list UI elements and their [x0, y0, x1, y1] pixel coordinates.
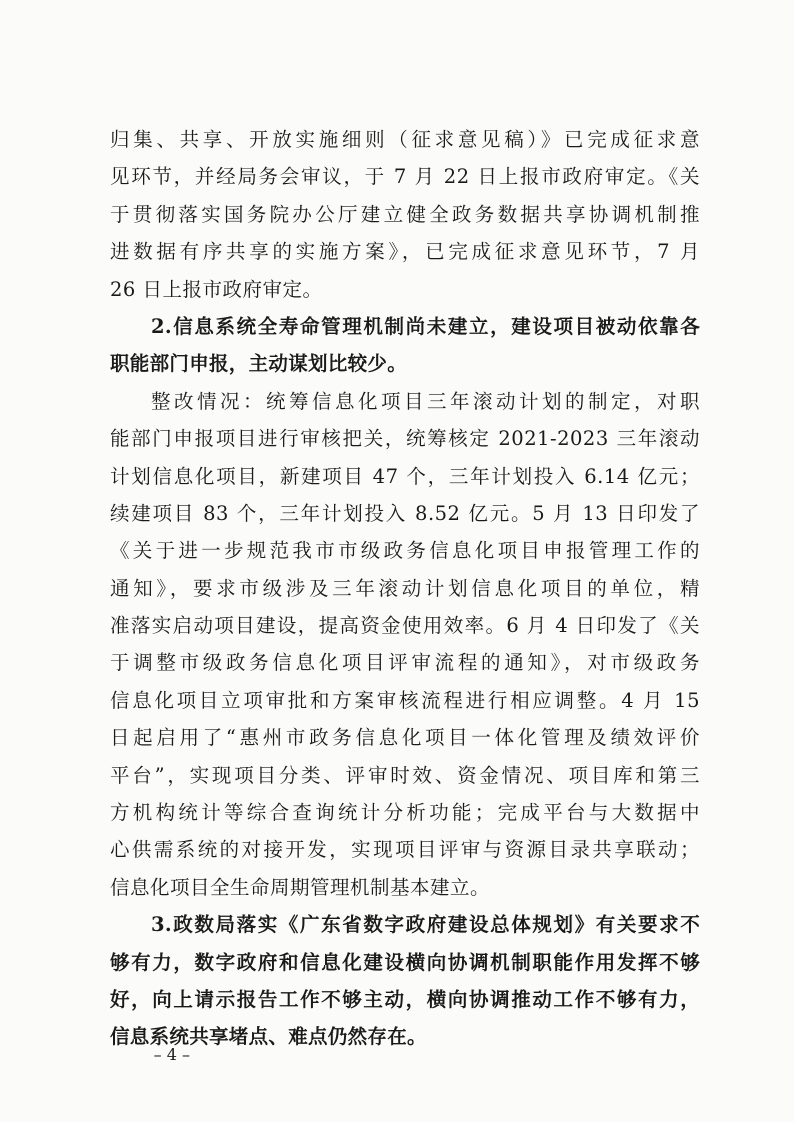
text-line: 于贯彻落实国务院办公厅建立健全政务数据共享协调机制推 [110, 202, 700, 226]
text-line: 信息化项目立项审批和方案审核流程进行相应调整。4 月 15 [110, 688, 700, 712]
text-line: 26 日上报市政府审定。 [110, 277, 323, 301]
text-line: 通知》，要求市级涉及三年滚动计划信息化项目的单位，精 [110, 576, 700, 600]
text-line: 续建项目 83 个，三年计划投入 8.52 亿元。5 月 13 日印发了 [110, 501, 700, 525]
text-line: 准落实启动项目建设，提高资金使用效率。6 月 4 日印发了《关 [110, 614, 700, 638]
text-line: 见环节，并经局务会审议，于 7 月 22 日上报市政府审定。《关 [110, 165, 700, 189]
heading-line: 好，向上请示报告工作不够主动，横向协调推动工作不够有力， [110, 987, 700, 1011]
heading-line: 够有力，数字政府和信息化建设横向协调机制职能作用发挥不够 [110, 950, 700, 974]
text-line: 日起启用了“惠州市政务信息化项目一体化管理及绩效评价 [110, 726, 700, 750]
text-line: 方机构统计等综合查询统计分析功能；完成平台与大数据中 [110, 801, 700, 825]
text-line: 信息化项目全生命周期管理机制基本建立。 [110, 875, 491, 899]
heading-line: 3.政数局落实《广东省数字政府建设总体规划》有关要求不 [151, 913, 700, 937]
document-body [110, 121, 700, 1056]
text-line: 计划信息化项目，新建项目 47 个，三年计划投入 6.14 亿元； [110, 464, 700, 488]
text-line: 归集、共享、开放实施细则（征求意见稿）》已完成征求意 [110, 128, 700, 151]
rectification-paragraph [110, 383, 700, 906]
text-line: 能部门申报项目进行审核把关，统筹核定 2021-2023 三年滚动 [110, 427, 700, 451]
issue-heading-3 [110, 906, 700, 1056]
text-line: 进数据有序共享的实施方案》，已完成征求意见环节，7 月 [110, 240, 700, 264]
text-line: 整改情况：统筹信息化项目三年滚动计划的制定，对职 [151, 389, 700, 413]
text-line: 《关于进一步规范我市市级政务信息化项目申报管理工作的 [110, 539, 700, 563]
heading-line: 信息系统共享堵点、难点仍然存在。 [110, 1025, 427, 1049]
text-line: 心供需系统的对接开发，实现项目评审与资源目录共享联动； [110, 838, 700, 862]
page-number: – 4 – [153, 1045, 190, 1064]
heading-line: 2.信息系统全寿命管理机制尚未建立，建设项目被动依靠各 [151, 314, 700, 338]
paragraph-continued [110, 121, 700, 308]
text-line: 于调整市级政务信息化项目评审流程的通知》，对市级政务 [110, 651, 700, 675]
issue-heading-2 [110, 308, 700, 383]
text-line: 平台”，实现项目分类、评审时效、资金情况、项目库和第三 [110, 763, 700, 787]
heading-line: 职能部门申报，主动谋划比较少。 [110, 352, 408, 376]
